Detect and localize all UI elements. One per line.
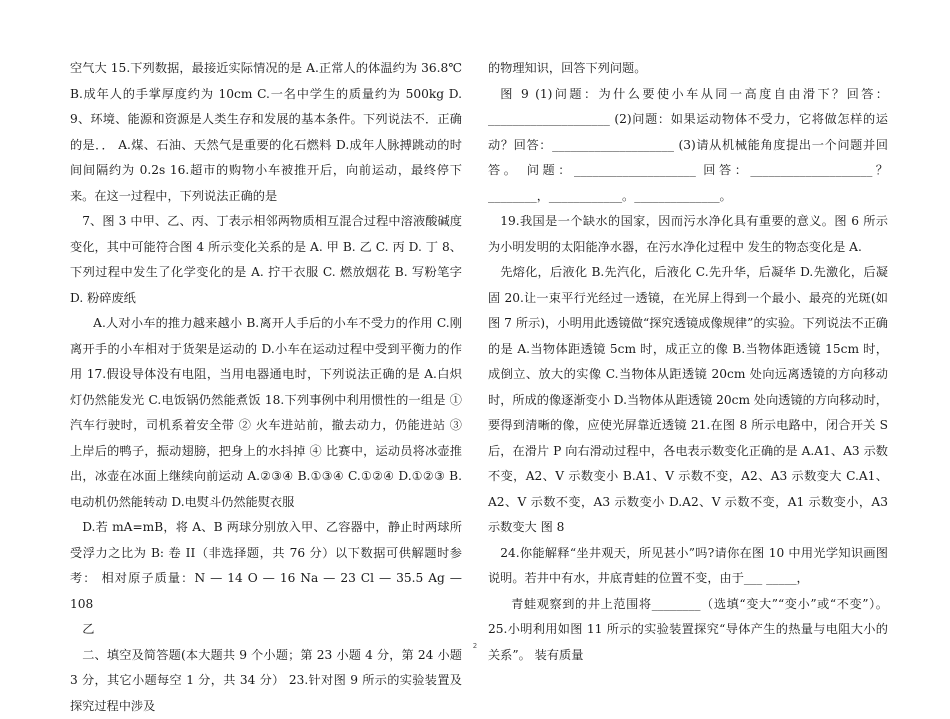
right-paragraph-3: 19.我国是一个缺水的国家，因而污水净化具有重要的意义。图 6 所示为小明发明的太阳能净水器，在污水净化过程中 发生的物态变化是 A. [488,209,888,260]
left-paragraph-1: 空气大 15.下列数据，最接近实际情况的是 A.正常人的体温约为 36.8℃ B.成年人的手掌厚度约为 10cm C.一名中学生的质量约为 500kg D. 9、环境、能源和资源是人类生存和发展的基本条件。下列说法不．正确的是．． A.煤、石油、天然气是重要的化石燃料 D.成年人脉搏跳动的时间间隔约为 0.2s 16.超市的购物小车被推开后，向前运动，最终停下来。在这一过程中，下列说法正确的是 [70,56,462,209]
left-paragraph-3: A.人对小车的推力越来越小 B.离开人手后的小车不受力的作用 C.刚离开手的小车相对于货架是运动的 D.小车在运动过程中受到平衡力的作用 17.假设导体没有电阻，当用电器通电时，下列说法正确的是 A.白炽灯仍然能发光 C.电饭锅仍然能煮饭 18.下列事例中利用惯性的一组是 ① 汽车行驶时，司机系着安全带 ② 火车进站前，撤去动力，仍能进站 ③ 上岸后的鸭子，振动翅膀，把身上的水抖掉 ④ 比赛中，运动员将冰壶推出，冰壶在冰面上继续向前运动 A.②③④ B.①③④ C.①②④ D.①②③ B. 电动机仍然能转动 D.电熨斗仍然能熨衣服 [70,311,462,515]
right-column [488,56,888,668]
left-paragraph-5: 乙 [70,617,462,643]
left-paragraph-4: D.若 mA=mB，将 A、B 两球分别放入甲、乙容器中，静止时两球所受浮力之比为 B: 卷 II（非选择题，共 76 分）以下数据可供解题时参考： 相对原子质量：N — 14 O — 16 Na — 23 Cl — 35.5 Ag — 108 [70,515,462,617]
left-column [70,56,462,719]
page-number: 2 [0,642,950,650]
right-paragraph-2: 图 9 (1)问题：为什么要使小车从同一高度自由滑下？回答：____________________ (2)问题：如果运动物体不受力，它将做怎样的运动？回答：____________________ (3)请从机械能角度提出一个问题并回答。 问题：____________________ 回答：____________________？________，____________。______________。 [488,82,888,210]
right-paragraph-4: 先熔化，后液化 B.先汽化，后液化 C.先升华，后凝华 D.先激化，后凝固 20.让一束平行光经过一透镜，在光屏上得到一个最小、最亮的光斑(如图 7 所示)，小明用此透镜做“探究透镜成像规律”的实验。下列说法不正确的是 A.当物体距透镜 5cm 时，成正立的像 B.当物体距透镜 15cm 时，成倒立、放大的实像 C.当物体从距透镜 20cm 处向远离透镜的方向移动时，所成的像逐渐变小 D.当物体从距透镜 20cm 处向透镜的方向移动时，要得到清晰的像，应使光屏靠近透镜 21.在图 8 所示电路中，闭合开关 S 后，在滑片 P 向右滑动过程中，各电表示数变化正确的是 A.A1、A3 示数不变，A2、V 示数变小 B.A1、V 示数不变，A2、A3 示数变大 C.A1、A2、V 示数不变，A3 示数变小 D.A2、V 示数不变，A1 示数变小，A3 示数变大 图 8 [488,260,888,541]
left-paragraph-6: 二、填空及简答题(本大题共 9 个小题；第 23 小题 4 分，第 24 小题 3 分，其它小题每空 1 分，共 34 分） 23.针对图 9 所示的实验装置及探究过程中涉及 [70,643,462,719]
right-paragraph-5: 24.你能解释“坐井观天，所见甚小”吗?请你在图 10 中用光学知识画图说明。若井中有水，井底青蛙的位置不变，由于___ _____， [488,541,888,592]
right-paragraph-6: 青蛙观察到的井上范围将________（选填“变大”“变小”或“不变”）。 25.小明利用如图 11 所示的实验装置探究“导体产生的热量与电阻大小的关系”。 装有质量 [488,592,888,669]
right-paragraph-1: 的物理知识，回答下列问题。 [488,56,888,82]
left-paragraph-2: 7、图 3 中甲、乙、丙、丁表示相邻两物质相互混合过程中溶液酸碱度变化，其中可能符合图 4 所示变化关系的是 A. 甲 B. 乙 C. 丙 D. 丁 8、下列过程中发生了化学变化的是 A. 拧干衣服 C. 燃放烟花 B. 写粉笔字 D. 粉碎废纸 [70,209,462,311]
